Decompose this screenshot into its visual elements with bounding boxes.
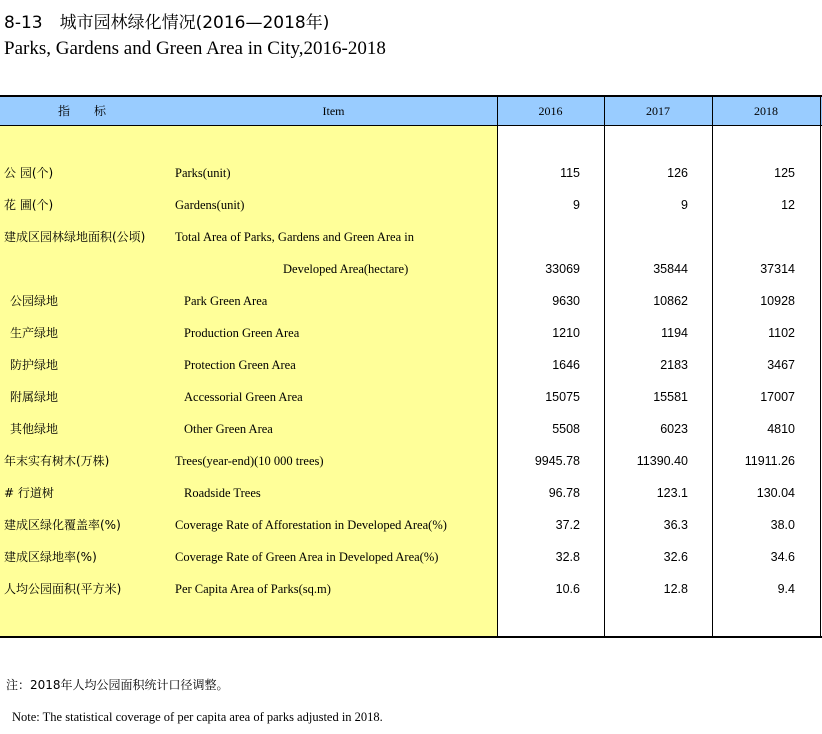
header-year-2017: 2017 — [646, 104, 670, 118]
table-row — [0, 349, 822, 381]
row-label-cn: 其他绿地 — [10, 422, 59, 436]
value-2017: 11390.40 — [636, 454, 688, 468]
value-2018: 37314 — [760, 262, 795, 276]
row-label-cn: 花 圃(个) — [4, 198, 54, 212]
row-label-cn: 生产绿地 — [10, 326, 59, 340]
row-label-en: Protection Green Area — [184, 358, 296, 372]
row-label-cn: 建成区园林绿地面积(公顷) — [4, 230, 146, 244]
row-label-en: Trees(year-end)(10 000 trees) — [175, 454, 324, 468]
row-label-cn: 建成区绿地率(%) — [4, 550, 97, 564]
row-label-cn: 公 园(个) — [4, 166, 54, 180]
value-2016: 1646 — [552, 358, 580, 372]
value-2017 — [605, 221, 688, 253]
table-row — [0, 189, 822, 221]
value-2016: 32.8 — [555, 550, 580, 564]
value-2018 — [713, 221, 795, 253]
table-bottom-rule — [0, 636, 822, 638]
table-row — [0, 413, 822, 445]
table-row — [0, 221, 822, 253]
row-label-en: Other Green Area — [184, 422, 273, 436]
value-2018: 125 — [774, 166, 795, 180]
value-2018: 130.04 — [756, 486, 795, 500]
value-2017: 10862 — [653, 294, 688, 308]
page-title-chinese: 8-13 城市园林绿化情况(2016—2018年) — [4, 13, 330, 33]
value-2018: 11911.26 — [744, 454, 795, 468]
value-2017: 15581 — [653, 390, 688, 404]
row-label-en: Coverage Rate of Green Area in Developed Area(%) — [175, 550, 439, 564]
value-2016: 115 — [560, 166, 580, 180]
row-label-en: Accessorial Green Area — [184, 390, 303, 404]
value-2017: 36.3 — [663, 518, 688, 532]
table-row — [0, 573, 822, 605]
row-label-cn: 公园绿地 — [10, 294, 59, 308]
value-2016: 9 — [573, 198, 580, 212]
row-label-en: Gardens(unit) — [175, 198, 245, 212]
value-2018: 10928 — [760, 294, 795, 308]
row-label-en: Roadside Trees — [184, 486, 261, 500]
row-label-en: Park Green Area — [184, 294, 268, 308]
value-2016: 37.2 — [555, 518, 580, 532]
value-2017: 123.1 — [656, 486, 688, 500]
value-2018: 12 — [781, 198, 795, 212]
row-label-en: Developed Area(hectare) — [283, 262, 409, 276]
value-2017: 32.6 — [663, 550, 688, 564]
row-label-en: Production Green Area — [184, 326, 300, 340]
page-title-english: Parks, Gardens and Green Area in City,2016-2018 — [4, 38, 386, 59]
value-2016: 9945.78 — [534, 454, 580, 468]
value-2016: 15075 — [545, 390, 580, 404]
value-2016: 1210 — [552, 326, 580, 340]
header-year-2016: 2016 — [538, 104, 563, 118]
value-2017: 35844 — [653, 262, 688, 276]
row-label-en: Coverage Rate of Afforestation in Developed Area(%) — [175, 518, 447, 532]
table-row — [0, 477, 822, 509]
table-row — [0, 253, 822, 285]
value-2017: 12.8 — [663, 582, 688, 596]
table-row — [0, 445, 822, 477]
value-2018: 3467 — [767, 358, 795, 372]
table-row — [0, 381, 822, 413]
table-row — [0, 541, 822, 573]
value-2016: 96.78 — [548, 486, 580, 500]
header-year-2018: 2018 — [754, 104, 778, 118]
table-row — [0, 157, 822, 189]
header-item: Item — [322, 104, 345, 118]
row-label-cn: 人均公园面积(平方米) — [4, 582, 122, 596]
header-indicator: 指 标 — [57, 104, 112, 118]
value-2016: 10.6 — [555, 582, 580, 596]
value-2017: 1194 — [661, 326, 688, 340]
row-label-en: Parks(unit) — [175, 166, 231, 180]
footnote-chinese: 注：2018年人均公园面积统计口径调整。 — [6, 678, 229, 692]
row-label-cn: 附属绿地 — [10, 390, 59, 404]
row-label-cn: 防护绿地 — [10, 358, 59, 372]
table-row — [0, 509, 822, 541]
footnote-english: Note: The statistical coverage of per capita area of parks adjusted in 2018. — [12, 710, 383, 724]
value-2018: 34.6 — [770, 550, 795, 564]
value-2017: 9 — [681, 198, 688, 212]
row-label-en: Per Capita Area of Parks(sq.m) — [175, 582, 331, 596]
value-2018: 9.4 — [777, 582, 795, 596]
value-2017: 126 — [667, 166, 688, 180]
value-2018: 17007 — [760, 390, 795, 404]
table-row — [0, 317, 822, 349]
value-2016: 5508 — [552, 422, 580, 436]
row-label-cn: 建成区绿化覆盖率(%) — [4, 518, 121, 532]
value-2016 — [498, 221, 580, 253]
value-2018: 4810 — [767, 422, 795, 436]
row-label-cn: 年末实有树木(万株) — [4, 454, 110, 468]
table-row — [0, 285, 822, 317]
value-2017: 6023 — [660, 422, 688, 436]
value-2017: 2183 — [660, 358, 688, 372]
row-label-cn: # 行道树 — [4, 486, 54, 500]
value-2016: 9630 — [552, 294, 580, 308]
value-2018: 1102 — [768, 326, 795, 340]
row-label-en: Total Area of Parks, Gardens and Green Area in — [175, 230, 414, 244]
value-2016: 33069 — [545, 262, 580, 276]
value-2018: 38.0 — [770, 518, 795, 532]
